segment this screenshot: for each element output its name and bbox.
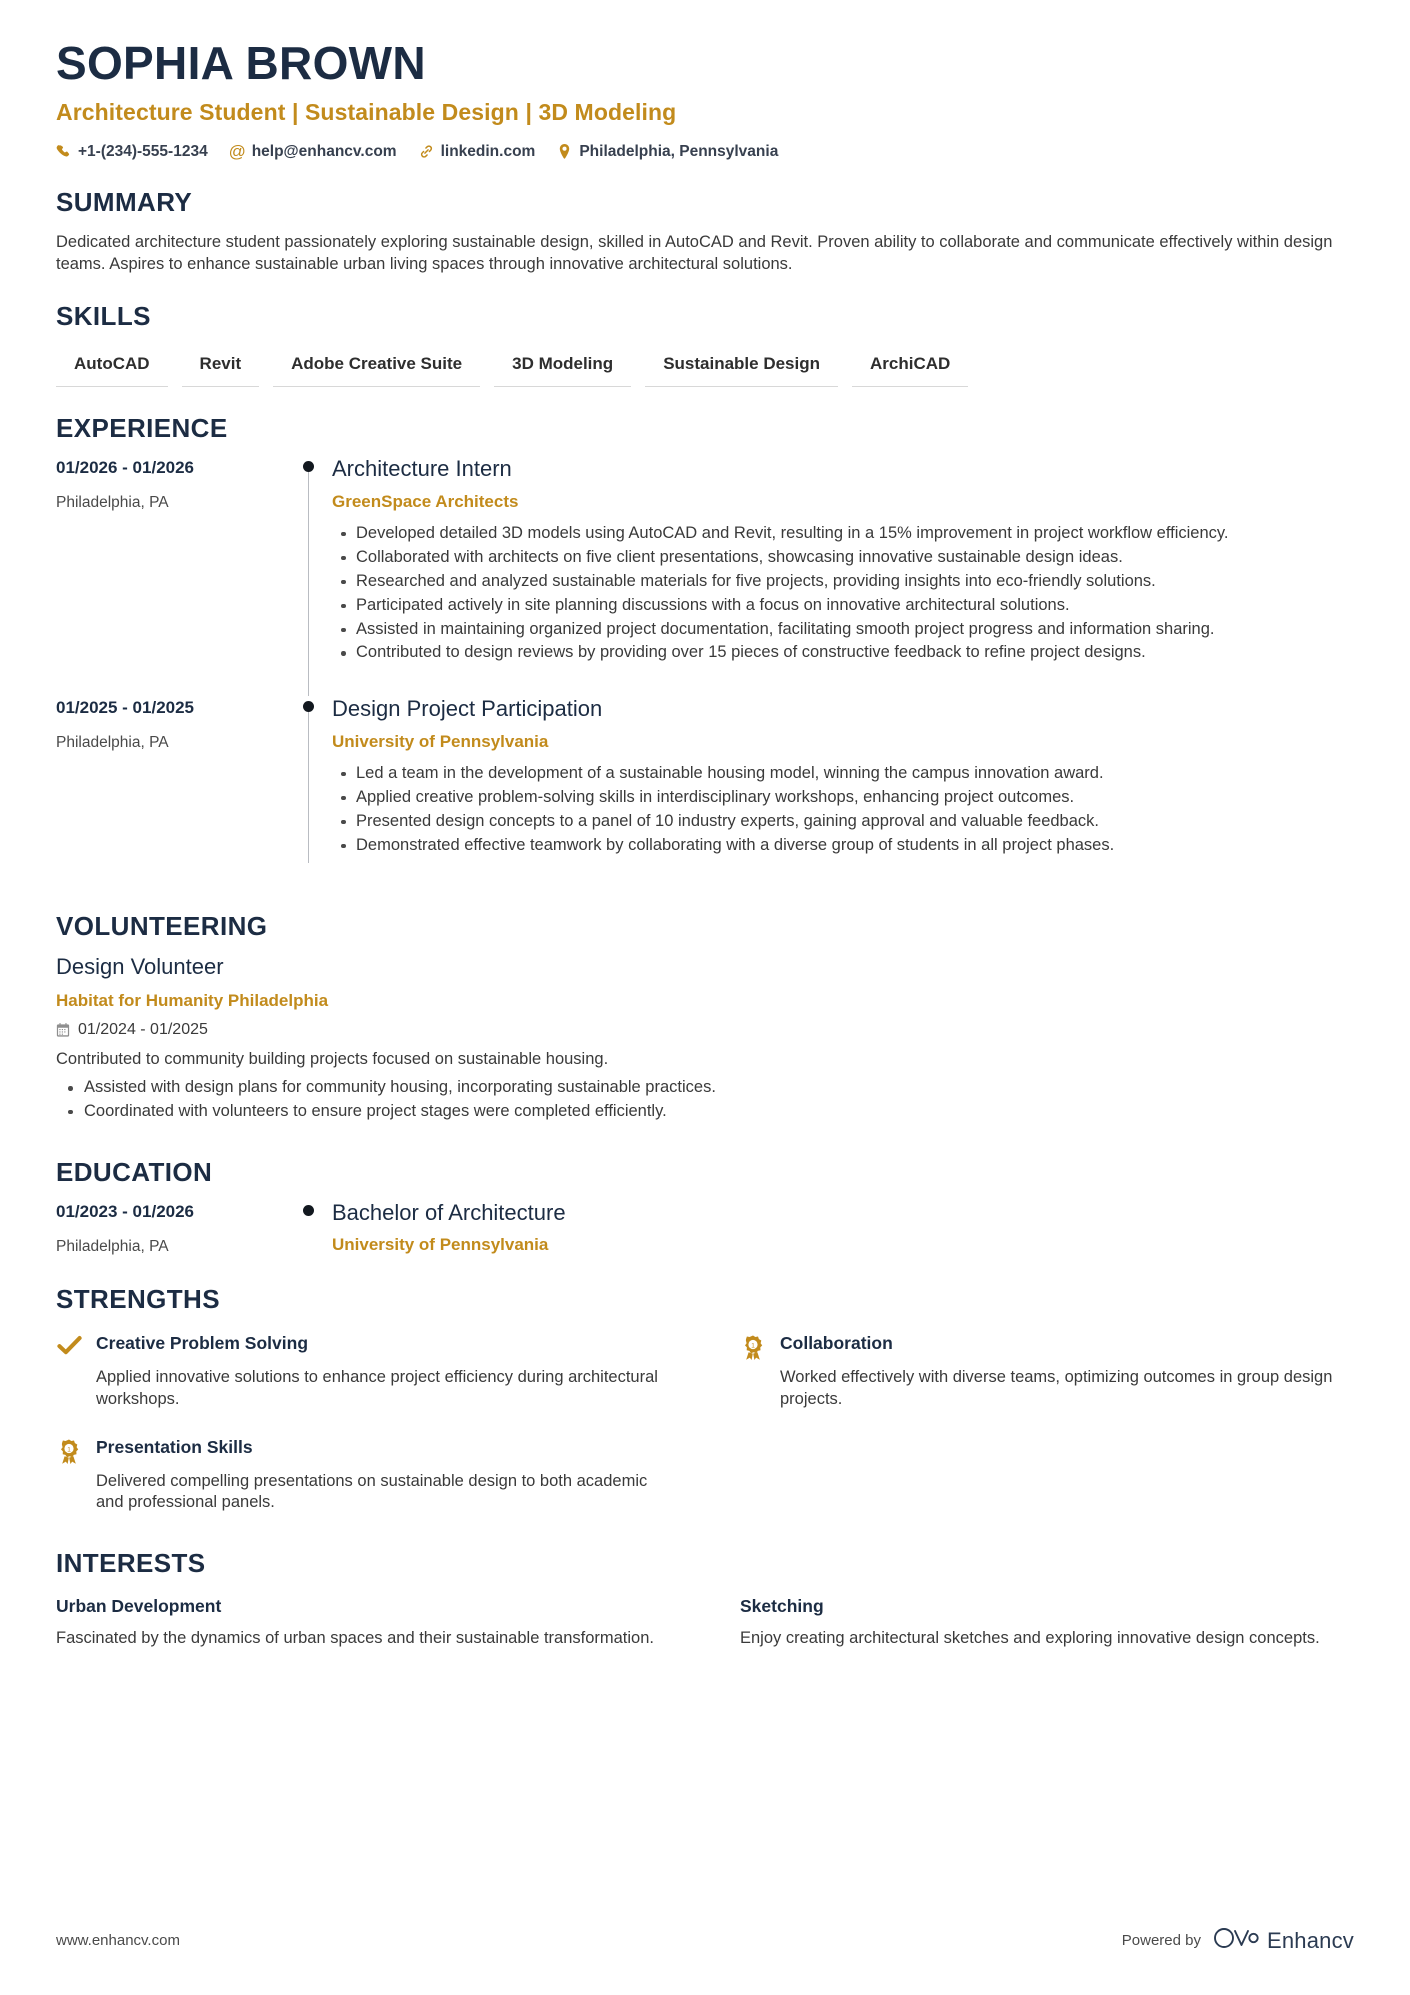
link-icon — [419, 144, 434, 159]
volunteering-role: Design Volunteer — [56, 953, 224, 979]
contact-link[interactable] — [419, 143, 536, 161]
experience-dates: 01/2026 - 01/2026 — [56, 458, 195, 478]
contact-row — [56, 143, 1354, 161]
skill-chip: 3D Modeling — [494, 351, 631, 387]
section-title-skills: SKILLS — [56, 301, 151, 332]
powered-by-label: Powered by — [1121, 1932, 1201, 1949]
experience-meta — [56, 456, 286, 696]
page-footer — [56, 1926, 1354, 1955]
strength-title: Presentation Skills — [96, 1436, 253, 1457]
section-volunteering — [56, 911, 1354, 1123]
experience-role: Architecture Intern — [332, 456, 512, 482]
experience-location: Philadelphia, PA — [56, 734, 169, 752]
section-title-summary: SUMMARY — [56, 186, 193, 217]
skill-chip: Sustainable Design — [645, 351, 838, 387]
contact-location — [557, 143, 778, 161]
timeline-rail — [286, 456, 332, 696]
svg-text:1: 1 — [751, 1342, 755, 1350]
calendar-icon — [56, 1023, 70, 1037]
bullet-item: Assisted with design plans for community housing, incorporating sustainable practices. — [84, 1076, 1354, 1099]
brand-lockup[interactable] — [1213, 1926, 1354, 1955]
strength-title: Creative Problem Solving — [96, 1332, 309, 1353]
experience-organization: GreenSpace Architects — [332, 491, 519, 511]
award-medal-icon — [56, 1437, 82, 1463]
bullet-item: Coordinated with volunteers to ensure project stages were completed efficiently. — [84, 1100, 1354, 1123]
strength-description: Delivered compelling presentations on sustainable design to both academic and professional panels. — [96, 1471, 648, 1512]
experience-entry — [56, 456, 1354, 696]
experience-details — [332, 696, 1354, 888]
volunteering-dates: 01/2024 - 01/2025 — [78, 1020, 208, 1038]
award-medal-icon — [740, 1333, 766, 1359]
contact-email[interactable] — [230, 143, 397, 161]
section-title-volunteering: VOLUNTEERING — [56, 910, 268, 941]
interest-description: Enjoy creating architectural sketches and exploring innovative design concepts. — [740, 1629, 1320, 1648]
contact-email-text: help@enhancv.com — [251, 142, 397, 160]
contact-phone-text: +1-(234)-555-1234 — [78, 142, 208, 160]
svg-text:1: 1 — [67, 1445, 71, 1453]
bullet-item: Presented design concepts to a panel of 10 industry experts, gaining approval and valuable feedback. — [356, 811, 1354, 833]
strengths-grid — [56, 1333, 1354, 1515]
education-entry — [56, 1200, 1354, 1256]
skill-chip: AutoCAD — [56, 351, 168, 387]
check-icon — [56, 1333, 82, 1359]
contact-link-text: linkedin.com — [440, 142, 536, 160]
strength-item — [56, 1437, 670, 1515]
section-skills — [56, 301, 1354, 387]
experience-dates: 01/2025 - 01/2025 — [56, 698, 195, 718]
volunteering-organization: Habitat for Humanity Philadelphia — [56, 990, 329, 1010]
bullet-item: Developed detailed 3D models using AutoCAD and Revit, resulting in a 15% improvement in project workflow efficiency. — [356, 523, 1354, 545]
section-title-education: EDUCATION — [56, 1156, 213, 1187]
interest-title: Urban Development — [56, 1596, 222, 1617]
volunteering-dates-row — [56, 1021, 1354, 1039]
bullet-item: Researched and analyzed sustainable materials for five projects, providing insights into eco-friendly solutions. — [356, 571, 1354, 593]
strength-title: Collaboration — [780, 1332, 893, 1353]
strength-item — [56, 1333, 670, 1411]
section-title-strengths: STRENGTHS — [56, 1283, 220, 1314]
education-details — [332, 1200, 1354, 1256]
skill-chip: Revit — [182, 351, 260, 387]
bullet-item: Led a team in the development of a sustainable housing model, winning the campus innovation award. — [356, 763, 1354, 785]
timeline-rail — [286, 696, 332, 888]
experience-details — [332, 456, 1354, 696]
contact-phone[interactable] — [56, 143, 208, 161]
bullet-item: Applied creative problem-solving skills in interdisciplinary workshops, enhancing project outcomes. — [356, 787, 1354, 809]
section-experience — [56, 413, 1354, 888]
interest-description: Fascinated by the dynamics of urban spaces and their sustainable transformation. — [56, 1629, 654, 1648]
skill-chip: Adobe Creative Suite — [273, 351, 480, 387]
strength-description: Applied innovative solutions to enhance project efficiency during architectural workshops. — [96, 1367, 658, 1408]
footer-url[interactable]: www.enhancv.com — [56, 1932, 180, 1949]
skill-chip: ArchiCAD — [852, 351, 968, 387]
experience-location: Philadelphia, PA — [56, 494, 169, 512]
interest-item — [56, 1596, 670, 1650]
education-dates: 01/2023 - 01/2026 — [56, 1201, 195, 1221]
enhancv-logo-icon — [1213, 1926, 1259, 1955]
experience-entry — [56, 696, 1354, 888]
skills-list — [56, 351, 1354, 387]
experience-bullets — [332, 523, 1354, 665]
experience-bullets — [332, 763, 1354, 857]
timeline-dot — [303, 1205, 314, 1216]
section-summary — [56, 187, 1354, 276]
timeline-rail — [286, 1200, 332, 1256]
section-strengths — [56, 1284, 1354, 1515]
contact-location-text: Philadelphia, Pennsylvania — [579, 142, 779, 160]
experience-meta — [56, 696, 286, 888]
experience-organization: University of Pennsylvania — [332, 731, 549, 751]
bullet-item: Demonstrated effective teamwork by collaborating with a diverse group of students in all project phases. — [356, 835, 1354, 857]
timeline-line — [308, 706, 309, 862]
bullet-item: Contributed to design reviews by providing over 15 pieces of constructive feedback to refine project designs. — [356, 642, 1354, 664]
bullet-item: Collaborated with architects on five client presentations, showcasing innovative sustainable design ideas. — [356, 547, 1354, 569]
location-pin-icon — [557, 144, 572, 159]
summary-text: Dedicated architecture student passionately exploring sustainable design, skilled in AutoCAD and Revit. Proven ability to collaborate and communicate effectively within design teams. Aspires to enhance sustainable urban living spaces through innovative architectural solutions. — [56, 232, 1333, 273]
education-degree: Bachelor of Architecture — [332, 1199, 566, 1225]
strength-description: Worked effectively with diverse teams, optimizing outcomes in group design projects. — [780, 1367, 1333, 1408]
education-meta — [56, 1200, 286, 1256]
powered-by — [1122, 1926, 1354, 1955]
bullet-item: Participated actively in site planning discussions with a focus on innovative architectural solutions. — [356, 595, 1354, 617]
strength-item — [740, 1333, 1354, 1411]
timeline-line — [308, 466, 309, 696]
education-school: University of Pennsylvania — [332, 1235, 549, 1255]
section-title-interests: INTERESTS — [56, 1548, 206, 1579]
page-title: SOPHIA BROWN — [56, 37, 426, 89]
professional-headline: Architecture Student | Sustainable Design | 3D Modeling — [56, 98, 677, 125]
section-education — [56, 1157, 1354, 1256]
experience-role: Design Project Participation — [332, 696, 603, 722]
bullet-item: Assisted in maintaining organized project documentation, facilitating smooth project progress and information sharing. — [356, 619, 1354, 641]
interest-item — [740, 1596, 1354, 1650]
resume-header — [56, 38, 1354, 161]
phone-icon — [56, 144, 71, 159]
timeline-dot — [303, 461, 314, 472]
volunteering-description: Contributed to community building projects focused on sustainable housing. — [56, 1049, 609, 1068]
interest-title: Sketching — [740, 1596, 824, 1617]
interests-grid — [56, 1596, 1354, 1650]
timeline-dot — [303, 701, 314, 712]
education-location: Philadelphia, PA — [56, 1237, 169, 1255]
section-title-experience: EXPERIENCE — [56, 413, 228, 444]
volunteering-bullets — [56, 1076, 1354, 1122]
email-at-icon: @ — [228, 142, 246, 162]
section-interests — [56, 1548, 1354, 1650]
brand-name: Enhancv — [1266, 1927, 1354, 1953]
